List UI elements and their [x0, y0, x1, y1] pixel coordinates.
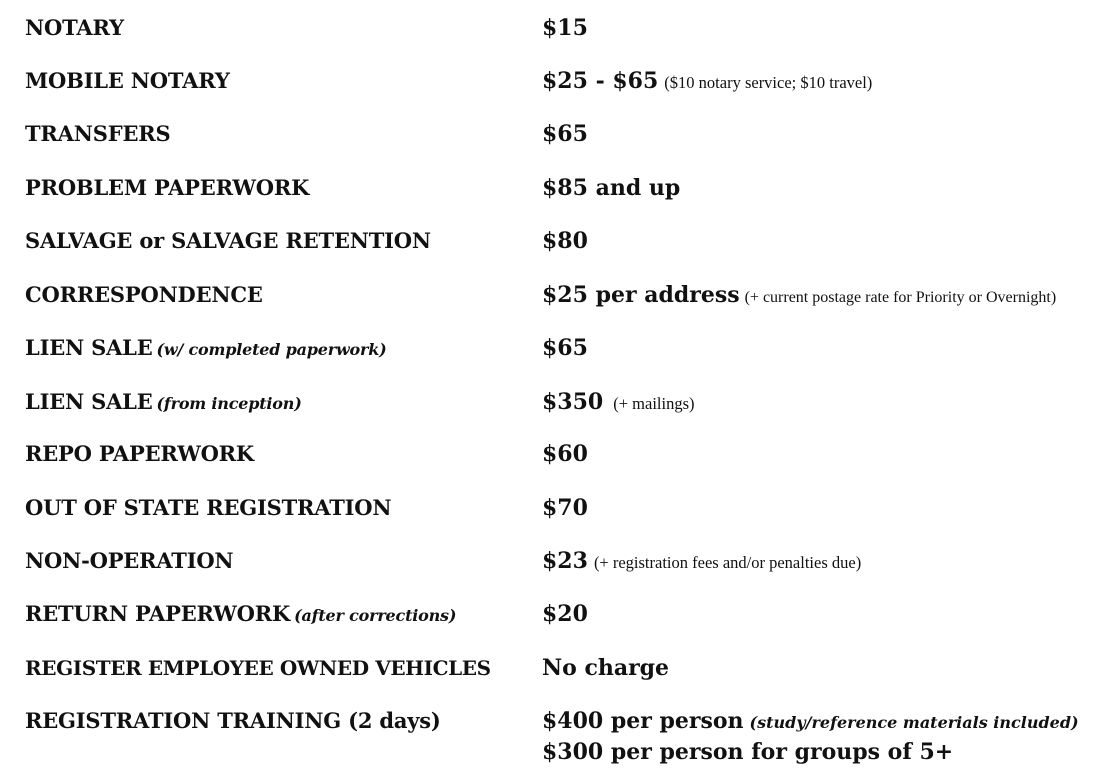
- service-note: (w/ completed paperwork): [156, 340, 387, 359]
- service-price-cell: [542, 173, 680, 205]
- service-price: $350: [542, 389, 604, 415]
- service-price: $20: [542, 601, 588, 627]
- price-row-non-operation: [25, 546, 1095, 576]
- service-price-cell: [542, 546, 861, 578]
- service-name: REGISTER EMPLOYEE OWNED VEHICLES: [25, 656, 491, 680]
- service-price: $400 per person: [542, 708, 744, 734]
- service-price-cell: [542, 226, 588, 258]
- service-note: (from inception): [156, 394, 302, 413]
- service-price: $70: [542, 495, 588, 521]
- service-price: $25 per address: [542, 282, 740, 308]
- price-row-lien-sale-completed: [25, 333, 1095, 363]
- price-row-mobile-notary: [25, 66, 1095, 96]
- service-name: PROBLEM PAPERWORK: [25, 175, 310, 200]
- service-price-cell: [542, 599, 588, 631]
- price-detail: (+ registration fees and/or penalties due): [593, 553, 862, 572]
- service-price: $25 - $65: [542, 68, 659, 94]
- service-price-cell: [542, 706, 1079, 766]
- service-price-cell: [542, 119, 588, 151]
- price-row-register-employee-vehicles: [25, 653, 1095, 683]
- service-name: OUT OF STATE REGISTRATION: [25, 495, 392, 520]
- service-name: NON-OPERATION: [25, 548, 234, 573]
- service-price-cell: [542, 653, 669, 685]
- service-price: No charge: [542, 655, 670, 681]
- service-price-group: $300 per person for groups of 5+: [542, 739, 954, 765]
- price-row-notary: [25, 13, 1095, 43]
- service-price-cell: [542, 387, 695, 419]
- price-row-registration-training: [25, 706, 1095, 766]
- service-price-cell: [542, 439, 588, 471]
- service-price-cell: [542, 493, 588, 525]
- price-row-salvage: [25, 226, 1095, 256]
- service-name-cell: [25, 599, 456, 631]
- service-name-cell: [25, 333, 387, 365]
- price-detail: (+ current postage rate for Priority or Overnight): [744, 289, 1057, 306]
- service-name: MOBILE NOTARY: [25, 68, 230, 93]
- service-note: (after corrections): [294, 606, 457, 625]
- service-price-cell: [542, 280, 1056, 313]
- price-row-problem-paperwork: [25, 173, 1095, 203]
- service-name: SALVAGE or SALVAGE RETENTION: [25, 228, 431, 253]
- service-name: TRANSFERS: [25, 121, 171, 146]
- service-price: $80: [542, 228, 588, 254]
- service-name-cell: [25, 387, 302, 419]
- service-name: NOTARY: [25, 15, 124, 40]
- price-detail: ($10 notary service; $10 travel): [664, 73, 873, 92]
- service-price-cell: [542, 333, 588, 365]
- service-price: $23: [542, 548, 588, 574]
- price-detail: (study/reference materials included): [749, 713, 1079, 732]
- price-row-return-paperwork: [25, 599, 1095, 629]
- service-price: $65: [542, 335, 588, 361]
- service-price: $15: [542, 15, 588, 41]
- price-row-transfers: [25, 119, 1095, 149]
- service-name: RETURN PAPERWORK: [25, 601, 291, 626]
- price-detail: (+ mailings): [613, 394, 695, 413]
- price-row-repo-paperwork: [25, 439, 1095, 469]
- service-name: LIEN SALE: [25, 389, 153, 414]
- service-name: REGISTRATION TRAINING (2 days): [25, 708, 441, 733]
- service-price: $85 and up: [542, 175, 681, 201]
- service-name: CORRESPONDENCE: [25, 282, 263, 307]
- service-price: $65: [542, 121, 588, 147]
- service-price-cell: [542, 66, 872, 98]
- price-row-correspondence: [25, 280, 1095, 310]
- price-row-lien-sale-inception: [25, 387, 1095, 417]
- service-name: LIEN SALE: [25, 335, 153, 360]
- price-row-out-of-state-registration: [25, 493, 1095, 523]
- service-price: $60: [542, 441, 588, 467]
- service-name: REPO PAPERWORK: [25, 441, 254, 466]
- service-price-cell: [542, 13, 588, 45]
